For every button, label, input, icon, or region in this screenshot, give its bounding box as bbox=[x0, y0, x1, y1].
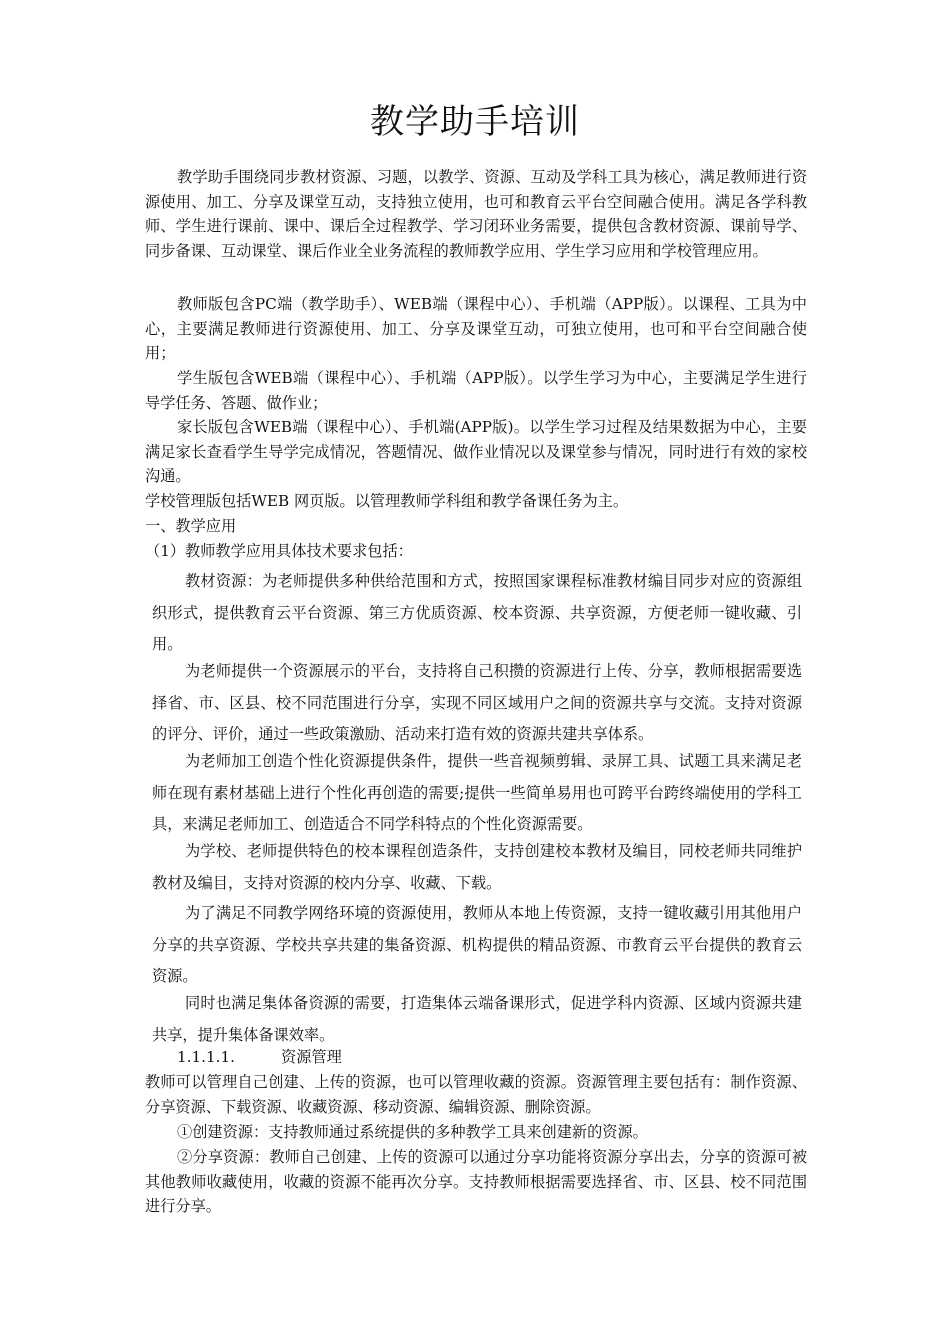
paragraph-school-curriculum: 为学校、老师提供特色的校本课程创造条件，支持创建校本教材及编目，同校老师共同维护教材及编目，支持对资源的校内分享、收藏、下载。 bbox=[152, 842, 802, 892]
paragraph-school-edition: 学校管理版包括WEB 网页版。以管理教师学科组和教学备课任务为主。 bbox=[145, 492, 629, 510]
paragraph-student-edition: 学生版包含WEB端（课程中心）、手机端（APP版）。以学生学习为中心，主要满足学生进行导学任务、答题、做作业； bbox=[145, 369, 807, 412]
paragraph-resource-management: 教师可以管理自己创建、上传的资源，也可以管理收藏的资源。资源管理主要包括有：制作资源、分享资源、下载资源、收藏资源、移动资源、编辑资源、删除资源。 bbox=[145, 1073, 807, 1116]
paragraph-share-resource: ②分享资源：教师自己创建、上传的资源可以通过分享功能将资源分享出去，分享的资源可被其他教师收藏使用，收藏的资源不能再次分享。支持教师根据需要选择省、市、区县、校不同范围进行分享。 bbox=[145, 1148, 807, 1215]
heading-text: 资源管理 bbox=[281, 1048, 342, 1066]
resource-management-heading bbox=[177, 1045, 807, 1070]
paragraph-textbook-resources: 教材资源：为老师提供多种供给范围和方式，按照国家课程标准教材编目同步对应的资源组织形式，提供教育云平台资源、第三方优质资源、校本资源、共享资源，方便老师一键收藏、引用。 bbox=[152, 572, 802, 653]
subsection-heading: （1）教师教学应用具体技术要求包括： bbox=[145, 542, 413, 560]
paragraph-personalized-resources: 为老师加工创造个性化资源提供条件，提供一些音视频剪辑、录屏工具、试题工具来满足老师在现有素材基础上进行个性化再创造的需要;提供一些简单易用也可跨平台跨终端使用的学科工具，来满足老师加工、创造适合不同学科特点的个性化资源需要。 bbox=[152, 752, 802, 833]
paragraph-teacher-edition: 教师版包含PC端（教学助手）、WEB端（课程中心）、手机端（APP版）。以课程、工具为中心，主要满足教师进行资源使用、加工、分享及课堂互动，可独立使用，也可和平台空间融合使用； bbox=[145, 295, 807, 362]
paragraph-collective-preparation: 同时也满足集体备资源的需要，打造集体云端备课形式，促进学科内资源、区域内资源共建共享，提升集体备课效率。 bbox=[152, 994, 802, 1044]
section-heading: 一、教学应用 bbox=[145, 517, 237, 535]
paragraph-parent-edition: 家长版包含WEB端（课程中心）、手机端(APP版)。以学生学习过程及结果数据为中心，主要满足家长查看学生导学完成情况，答题情况、做作业情况以及课堂参与情况，同时进行有效的家校沟通。 bbox=[145, 418, 807, 485]
paragraph-create-resource: ①创建资源：支持教师通过系统提供的多种教学工具来创建新的资源。 bbox=[177, 1123, 648, 1141]
document-title: 教学助手培训 bbox=[370, 102, 580, 142]
paragraph-intro: 教学助手围绕同步教材资源、习题，以教学、资源、互动及学科工具为核心，满足教师进行资源使用、加工、分享及课堂互动，支持独立使用，也可和教育云平台空间融合使用。满足各学科教师、学生进行课前、课中、课后全过程教学、学习闭环业务需要，提供包含教材资源、课前导学、同步备课、互动课堂、课后作业全业务流程的教师教学应用、学生学习应用和学校管理应用。 bbox=[145, 168, 807, 260]
paragraph-resource-sharing: 为老师提供一个资源展示的平台，支持将自己积攒的资源进行上传、分享，教师根据需要选择省、市、区县、校不同范围进行分享，实现不同区域用户之间的资源共享与交流。支持对资源的评分、评价，通过一些政策激励、活动来打造有效的资源共建共享体系。 bbox=[152, 662, 802, 743]
paragraph-network-environment: 为了满足不同教学网络环境的资源使用，教师从本地上传资源，支持一键收藏引用其他用户分享的共享资源、学校共享共建的集备资源、机构提供的精品资源、市教育云平台提供的教育云资源。 bbox=[152, 904, 802, 985]
heading-number: 1.1.1.1. bbox=[177, 1048, 235, 1066]
